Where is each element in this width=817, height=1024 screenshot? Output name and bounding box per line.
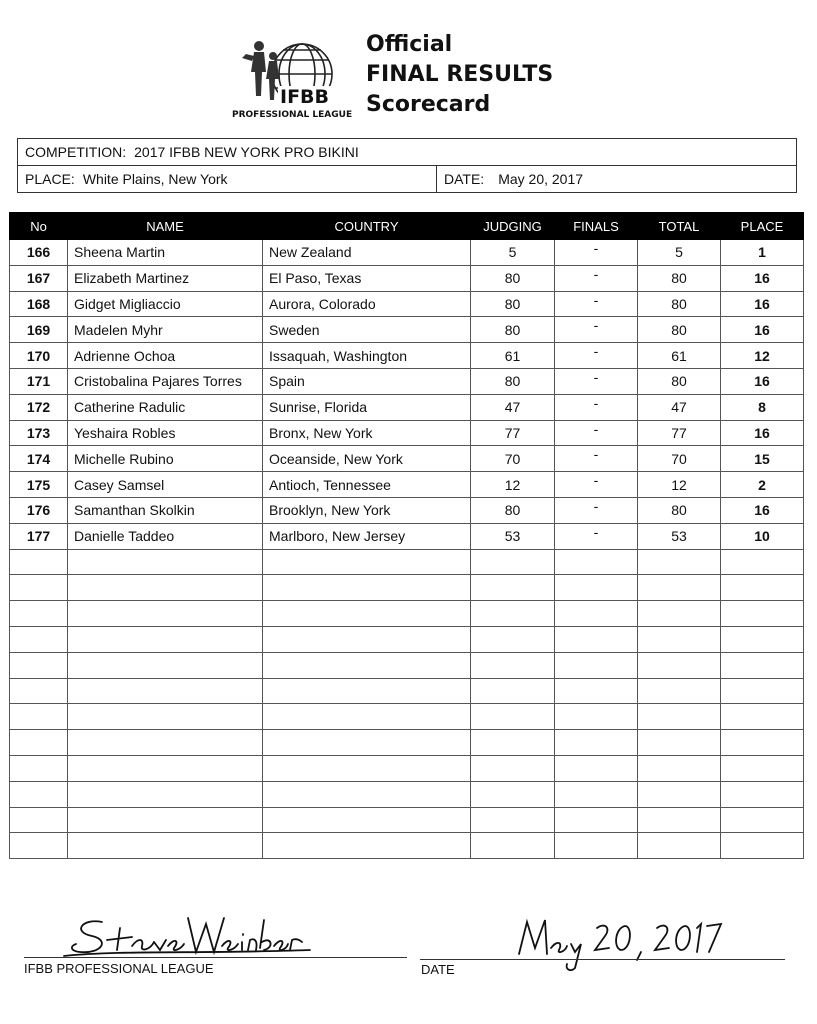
empty-cell	[10, 575, 68, 601]
results-body	[10, 240, 804, 859]
cell-judging: 70	[471, 446, 555, 472]
empty-cell	[721, 833, 804, 859]
page-title	[366, 30, 553, 120]
cell-no: 170	[10, 343, 68, 369]
empty-cell	[263, 833, 471, 859]
cell-total: 80	[638, 265, 721, 291]
cell-country: Aurora, Colorado	[263, 291, 471, 317]
empty-cell	[638, 807, 721, 833]
empty-cell	[555, 781, 638, 807]
cell-place: 16	[721, 420, 804, 446]
empty-cell	[68, 601, 263, 627]
empty-cell	[471, 549, 555, 575]
empty-table-row	[10, 678, 804, 704]
empty-cell	[68, 549, 263, 575]
empty-cell	[638, 575, 721, 601]
empty-table-row	[10, 652, 804, 678]
empty-table-row	[10, 626, 804, 652]
column-header-name: NAME	[68, 213, 263, 240]
empty-cell	[555, 833, 638, 859]
empty-cell	[263, 730, 471, 756]
cell-country: Issaquah, Washington	[263, 343, 471, 369]
empty-cell	[68, 833, 263, 859]
table-row	[10, 420, 804, 446]
empty-cell	[555, 549, 638, 575]
cell-judging: 80	[471, 317, 555, 343]
table-row	[10, 240, 804, 266]
empty-cell	[721, 652, 804, 678]
logo-text: IFBB	[280, 86, 330, 108]
empty-cell	[68, 626, 263, 652]
cell-country: Antioch, Tennessee	[263, 472, 471, 498]
cell-no: 176	[10, 497, 68, 523]
date-line	[420, 959, 785, 960]
cell-no: 168	[10, 291, 68, 317]
place-date-row	[18, 165, 796, 192]
cell-country: Sweden	[263, 317, 471, 343]
cell-name: Catherine Radulic	[68, 394, 263, 420]
cell-total: 5	[638, 240, 721, 266]
cell-finals: -	[555, 472, 638, 498]
cell-name: Michelle Rubino	[68, 446, 263, 472]
table-row	[10, 368, 804, 394]
empty-cell	[638, 626, 721, 652]
cell-judging: 80	[471, 291, 555, 317]
empty-cell	[263, 678, 471, 704]
cell-finals: -	[555, 523, 638, 549]
cell-country: Sunrise, Florida	[263, 394, 471, 420]
competition-info-box	[17, 138, 797, 193]
place-label: PLACE:	[25, 171, 75, 187]
title-line-official: Official	[366, 32, 453, 57]
cell-finals: -	[555, 394, 638, 420]
empty-cell	[68, 781, 263, 807]
cell-name: Danielle Taddeo	[68, 523, 263, 549]
cell-no: 175	[10, 472, 68, 498]
empty-cell	[68, 755, 263, 781]
cell-country: New Zealand	[263, 240, 471, 266]
cell-place: 1	[721, 240, 804, 266]
cell-total: 77	[638, 420, 721, 446]
empty-cell	[721, 575, 804, 601]
empty-cell	[638, 704, 721, 730]
cell-name: Madelen Myhr	[68, 317, 263, 343]
table-header-row	[10, 213, 804, 240]
empty-cell	[263, 807, 471, 833]
cell-name: Casey Samsel	[68, 472, 263, 498]
cell-total: 12	[638, 472, 721, 498]
cell-country: El Paso, Texas	[263, 265, 471, 291]
column-header-no: No	[10, 213, 68, 240]
empty-cell	[10, 833, 68, 859]
cell-place: 15	[721, 446, 804, 472]
empty-cell	[471, 678, 555, 704]
empty-cell	[638, 730, 721, 756]
column-header-place: PLACE	[721, 213, 804, 240]
cell-country: Spain	[263, 368, 471, 394]
cell-place: 8	[721, 394, 804, 420]
empty-cell	[68, 704, 263, 730]
empty-cell	[471, 575, 555, 601]
empty-cell	[263, 781, 471, 807]
cell-judging: 80	[471, 497, 555, 523]
cell-country: Marlboro, New Jersey	[263, 523, 471, 549]
column-header-total: TOTAL	[638, 213, 721, 240]
cell-judging: 80	[471, 368, 555, 394]
cell-place: 16	[721, 368, 804, 394]
cell-total: 53	[638, 523, 721, 549]
empty-cell	[471, 652, 555, 678]
cell-total: 61	[638, 343, 721, 369]
empty-cell	[721, 755, 804, 781]
empty-cell	[471, 833, 555, 859]
empty-cell	[638, 549, 721, 575]
cell-finals: -	[555, 240, 638, 266]
empty-cell	[263, 704, 471, 730]
empty-cell	[10, 601, 68, 627]
title-line-final-results: FINAL RESULTS	[366, 62, 554, 87]
empty-cell	[263, 601, 471, 627]
empty-cell	[555, 704, 638, 730]
empty-cell	[263, 755, 471, 781]
cell-place: 10	[721, 523, 804, 549]
empty-cell	[638, 601, 721, 627]
competition-value: 2017 IFBB NEW YORK PRO BIKINI	[134, 144, 359, 160]
place-value: White Plains, New York	[82, 171, 228, 187]
cell-judging: 80	[471, 265, 555, 291]
cell-no: 173	[10, 420, 68, 446]
cell-finals: -	[555, 343, 638, 369]
empty-cell	[263, 549, 471, 575]
cell-place: 16	[721, 497, 804, 523]
cell-place: 16	[721, 265, 804, 291]
cell-no: 166	[10, 240, 68, 266]
handwritten-date	[505, 914, 725, 974]
cell-country: Bronx, New York	[263, 420, 471, 446]
signature-image	[62, 910, 312, 962]
cell-country: Brooklyn, New York	[263, 497, 471, 523]
empty-cell	[721, 807, 804, 833]
cell-name: Adrienne Ochoa	[68, 343, 263, 369]
empty-cell	[721, 704, 804, 730]
empty-cell	[471, 704, 555, 730]
cell-name: Elizabeth Martinez	[68, 265, 263, 291]
empty-cell	[471, 730, 555, 756]
empty-table-row	[10, 807, 804, 833]
empty-table-row	[10, 704, 804, 730]
date-value: May 20, 2017	[498, 171, 584, 187]
empty-cell	[263, 652, 471, 678]
empty-cell	[471, 807, 555, 833]
empty-cell	[555, 601, 638, 627]
logo-subtext: PROFESSIONAL LEAGUE	[232, 110, 353, 120]
cell-place: 12	[721, 343, 804, 369]
empty-cell	[10, 626, 68, 652]
cell-judging: 53	[471, 523, 555, 549]
empty-cell	[638, 781, 721, 807]
empty-cell	[10, 730, 68, 756]
empty-cell	[10, 549, 68, 575]
empty-cell	[68, 575, 263, 601]
cell-total: 80	[638, 291, 721, 317]
cell-finals: -	[555, 420, 638, 446]
empty-cell	[555, 575, 638, 601]
cell-finals: -	[555, 317, 638, 343]
cell-no: 174	[10, 446, 68, 472]
cell-no: 167	[10, 265, 68, 291]
competition-row	[18, 139, 796, 165]
cell-name: Yeshaira Robles	[68, 420, 263, 446]
cell-finals: -	[555, 368, 638, 394]
competition-label: COMPETITION:	[25, 144, 127, 160]
empty-cell	[68, 807, 263, 833]
empty-cell	[721, 549, 804, 575]
table-row	[10, 394, 804, 420]
date-label: DATE:	[444, 171, 485, 187]
empty-cell	[721, 601, 804, 627]
empty-cell	[10, 678, 68, 704]
empty-cell	[471, 755, 555, 781]
empty-cell	[555, 626, 638, 652]
cell-place: 2	[721, 472, 804, 498]
column-header-country: COUNTRY	[263, 213, 471, 240]
table-row	[10, 472, 804, 498]
cell-name: Gidget Migliaccio	[68, 291, 263, 317]
column-header-finals: FINALS	[555, 213, 638, 240]
cell-country: Oceanside, New York	[263, 446, 471, 472]
table-row	[10, 317, 804, 343]
empty-cell	[638, 652, 721, 678]
empty-cell	[471, 601, 555, 627]
title-line-scorecard: Scorecard	[366, 92, 491, 117]
empty-table-row	[10, 575, 804, 601]
cell-judging: 12	[471, 472, 555, 498]
table-row	[10, 497, 804, 523]
empty-cell	[10, 807, 68, 833]
empty-cell	[471, 626, 555, 652]
cell-judging: 47	[471, 394, 555, 420]
empty-cell	[10, 755, 68, 781]
empty-cell	[555, 807, 638, 833]
signature-line	[24, 957, 407, 958]
cell-name: Cristobalina Pajares Torres	[68, 368, 263, 394]
empty-table-row	[10, 833, 804, 859]
cell-no: 169	[10, 317, 68, 343]
empty-cell	[555, 678, 638, 704]
cell-no: 172	[10, 394, 68, 420]
cell-total: 80	[638, 368, 721, 394]
empty-table-row	[10, 730, 804, 756]
cell-finals: -	[555, 291, 638, 317]
cell-place: 16	[721, 291, 804, 317]
empty-cell	[638, 833, 721, 859]
empty-table-row	[10, 601, 804, 627]
cell-finals: -	[555, 446, 638, 472]
empty-cell	[721, 730, 804, 756]
empty-cell	[263, 626, 471, 652]
cell-place: 16	[721, 317, 804, 343]
cell-no: 171	[10, 368, 68, 394]
cell-judging: 5	[471, 240, 555, 266]
table-row	[10, 265, 804, 291]
empty-cell	[555, 730, 638, 756]
cell-total: 80	[638, 317, 721, 343]
column-header-judging: JUDGING	[471, 213, 555, 240]
empty-cell	[10, 652, 68, 678]
empty-table-row	[10, 549, 804, 575]
empty-cell	[68, 652, 263, 678]
cell-no: 177	[10, 523, 68, 549]
cell-finals: -	[555, 265, 638, 291]
cell-finals: -	[555, 497, 638, 523]
cell-judging: 77	[471, 420, 555, 446]
table-row	[10, 291, 804, 317]
cell-total: 80	[638, 497, 721, 523]
empty-cell	[10, 704, 68, 730]
empty-cell	[10, 781, 68, 807]
ifbb-logo	[232, 34, 354, 124]
empty-table-row	[10, 781, 804, 807]
date-footer-label: DATE	[421, 962, 455, 977]
empty-cell	[721, 626, 804, 652]
cell-name: Sheena Martin	[68, 240, 263, 266]
cell-total: 70	[638, 446, 721, 472]
cell-total: 47	[638, 394, 721, 420]
cell-judging: 61	[471, 343, 555, 369]
empty-cell	[555, 755, 638, 781]
empty-cell	[721, 781, 804, 807]
table-row	[10, 343, 804, 369]
table-row	[10, 523, 804, 549]
league-label: IFBB PROFESSIONAL LEAGUE	[24, 961, 214, 976]
table-row	[10, 446, 804, 472]
empty-cell	[68, 730, 263, 756]
empty-cell	[638, 678, 721, 704]
empty-cell	[638, 755, 721, 781]
empty-table-row	[10, 755, 804, 781]
empty-cell	[555, 652, 638, 678]
cell-name: Samanthan Skolkin	[68, 497, 263, 523]
empty-cell	[68, 678, 263, 704]
results-table	[9, 212, 804, 859]
empty-cell	[471, 781, 555, 807]
empty-cell	[721, 678, 804, 704]
empty-cell	[263, 575, 471, 601]
